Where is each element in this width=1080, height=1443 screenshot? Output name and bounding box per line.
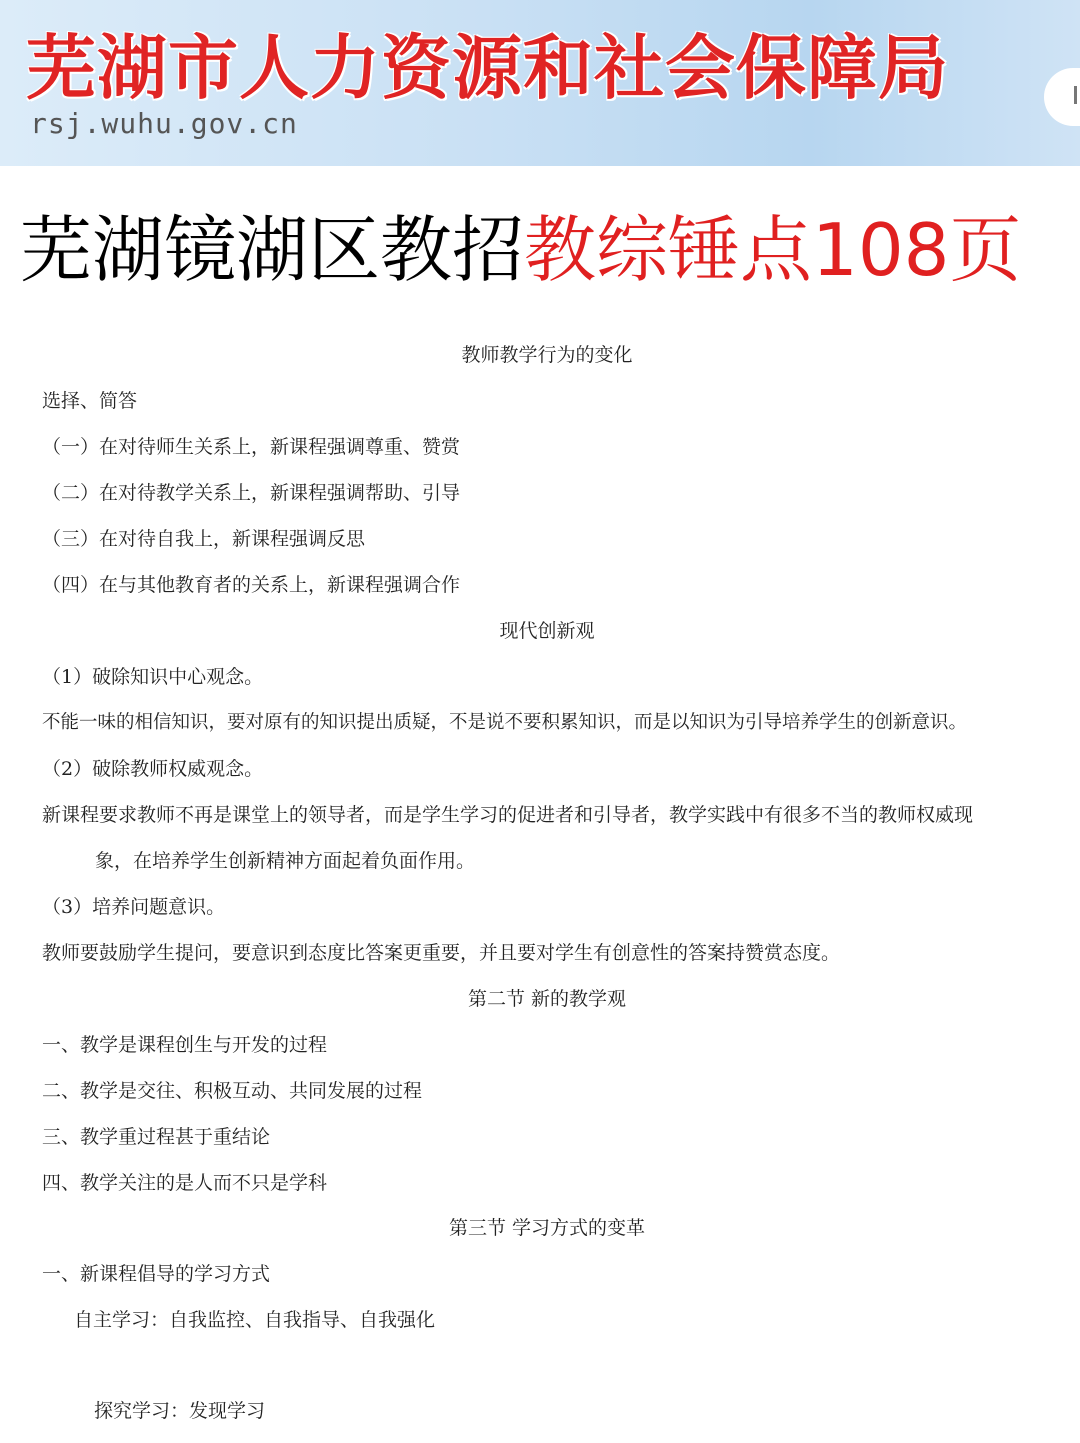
paragraph-continued: 象，在培养学生创新精神方面起着负面作用。 — [95, 850, 476, 872]
point-title: （3）培养问题意识。 — [42, 896, 226, 918]
list-item: 一、新课程倡导的学习方式 — [42, 1263, 271, 1285]
paragraph: 新课程要求教师不再是课堂上的领导者，而是学生学习的促进者和引导者，教学实践中有很多不当的教师权威现 — [42, 804, 974, 826]
search-cursor-icon — [1074, 86, 1077, 104]
paragraph: 教师要鼓励学生提问，要意识到态度比答案更重要，并且要对学生有创意性的答案持赞赏态度。 — [42, 942, 841, 964]
list-item: 二、教学是交往、积极互动、共同发展的过程 — [42, 1080, 423, 1102]
list-item: （三）在对待自我上，新课程强调反思 — [42, 528, 366, 550]
headline-part1: 芜湖镜湖区教招 — [20, 208, 525, 292]
list-item: 四、教学关注的是人而不只是学科 — [42, 1172, 328, 1194]
list-item: （一）在对待师生关系上，新课程强调尊重、赞赏 — [42, 436, 461, 458]
sub-item: 自主学习：自我监控、自我指导、自我强化 — [74, 1309, 436, 1331]
heading-innovation: 现代创新观 — [499, 620, 595, 642]
list-item: （四）在与其他教育者的关系上，新课程强调合作 — [42, 574, 461, 596]
question-type: 选择、简答 — [42, 390, 138, 412]
list-item: （二）在对待教学关系上，新课程强调帮助、引导 — [42, 482, 461, 504]
site-url[interactable]: rsj.wuhu.gov.cn — [30, 107, 298, 140]
point-title: （1）破除知识中心观念。 — [42, 666, 264, 688]
heading-section-three: 第三节 学习方式的变革 — [448, 1217, 646, 1239]
paragraph: 不能一味的相信知识，要对原有的知识提出质疑，不是说不要积累知识，而是以知识为引导培养学生的创新意识。 — [42, 712, 968, 733]
list-item: 一、教学是课程创生与开发的过程 — [42, 1034, 328, 1056]
site-name[interactable]: 芜湖市人力资源和社会保障局 — [26, 27, 949, 109]
site-banner — [0, 0, 1080, 166]
heading-teacher-behavior: 教师教学行为的变化 — [461, 344, 633, 366]
headline-part2: 教综锤点108页 — [524, 208, 1022, 292]
heading-section-two: 第二节 新的教学观 — [467, 988, 627, 1010]
sub-item: 探究学习：发现学习 — [94, 1400, 266, 1422]
point-title: （2）破除教师权威观念。 — [42, 758, 264, 780]
headline — [20, 200, 1021, 300]
list-item: 三、教学重过程甚于重结论 — [42, 1126, 271, 1148]
